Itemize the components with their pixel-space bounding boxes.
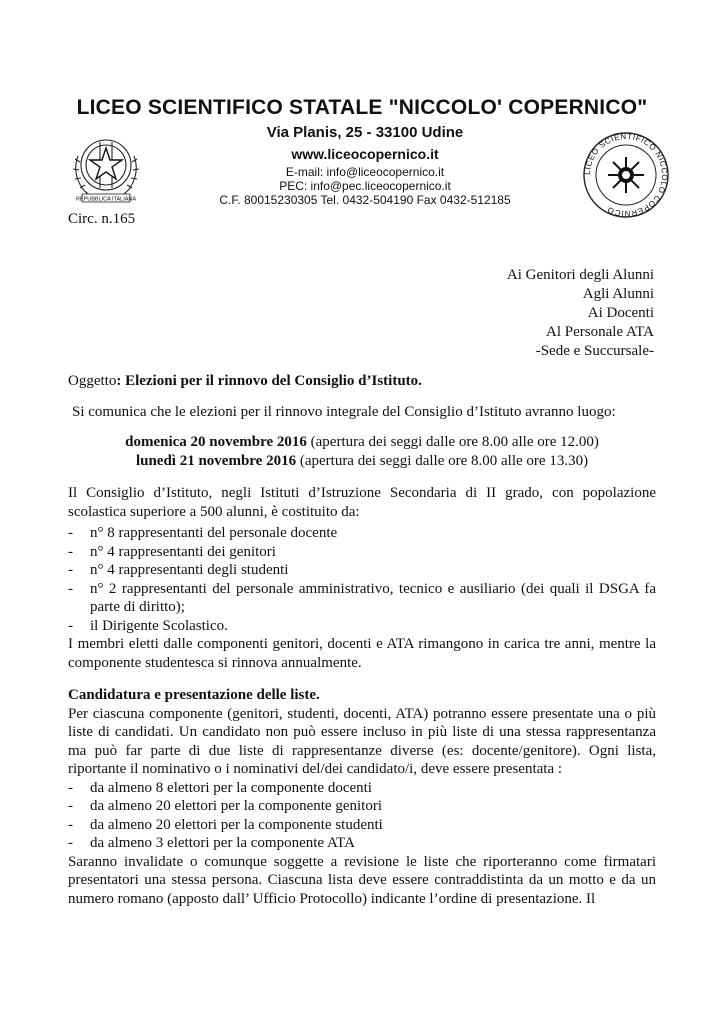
- list-item: - n° 4 rappresentanti dei genitori: [68, 543, 656, 562]
- candidature-text: Per ciascuna componente (genitori, studenti, docenti, ATA) potranno essere presentate una o più liste di candidati. Un candidato non può essere incluso in più liste di una stessa rappresentanza ma può far parte di due liste di rappresentanze diverse (es: docente/genitore). Ogni lista, riportante il nominativo o i nominativi del/dei candidato/i, deve essere presentata :: [68, 705, 656, 777]
- election-date: domenica 20 novembre 2016 (apertura dei seggi dalle ore 8.00 alle ore 12.00): [125, 434, 599, 450]
- list-item: - n° 8 rappresentanti del personale docente: [68, 524, 656, 543]
- list-item: - n° 2 rappresentanti del personale amministrativo, tecnico e ausiliario (dei quali il DSGA fa parte di diritto);: [68, 580, 656, 617]
- school-fiscal-info: C.F. 80015230305 Tel. 0432-504190 Fax 0432-512185: [219, 193, 511, 207]
- school-pec: PEC: info@pec.liceocopernico.it: [279, 179, 451, 193]
- circular-number: Circ. n.165: [68, 211, 136, 227]
- recipient-line: Ai Docenti: [587, 305, 654, 321]
- subject-line: [68, 372, 656, 391]
- composition-list: [68, 524, 656, 635]
- list-item: - da almeno 8 elettori per la componente docenti: [68, 779, 656, 798]
- recipient-line: -Sede e Succursale-: [535, 343, 654, 359]
- svg-text:REPUBBLICA ITALIANA: REPUBBLICA ITALIANA: [75, 196, 137, 203]
- school-email: E-mail: info@liceocopernico.it: [285, 165, 445, 179]
- intro-text: Si comunica che le elezioni per il rinnovo integrale del Consiglio d’Istituto avranno luogo:: [72, 403, 616, 420]
- list-item: - da almeno 20 elettori per la componente studenti: [68, 816, 656, 835]
- recipient-line: Al Personale ATA: [546, 324, 654, 340]
- list-item: - n° 4 rappresentanti degli studenti: [68, 561, 656, 580]
- school-website: www.liceocopernico.it: [291, 146, 439, 162]
- composition-intro: Il Consiglio d’Istituto, negli Istituti d’Istruzione Secondaria di II grado, con popolazione scolastica superiore a 500 alunni, è costituito da:: [68, 485, 656, 520]
- candidature-title: Candidatura e presentazione delle liste.: [68, 687, 320, 703]
- recipient-line: Agli Alunni: [582, 286, 654, 302]
- list-item: - da almeno 3 elettori per la componente ATA: [68, 834, 656, 853]
- election-date: lunedì 21 novembre 2016 (apertura dei seggi dalle ore 8.00 alle ore 13.30): [135, 452, 589, 469]
- invalidation-text: Saranno invalidate o comunque soggette a revisione le liste che riporteranno come firmatari presentatori una stessa persona. Ciascuna lista deve essere contraddistinta da un motto e da un numero romano (apposto dall’ Ufficio Protocollo) indicante l’ordine di presentazione. Il: [68, 853, 656, 907]
- school-name: LICEO SCIENTIFICO STATALE "NICCOLO' COPERNICO": [76, 96, 648, 119]
- list-item: - da almeno 20 elettori per la componente genitori: [68, 797, 656, 816]
- school-address: Via Planis, 25 - 33100 Udine: [266, 124, 464, 141]
- election-dates: [68, 433, 656, 470]
- svg-text:LICEO SCIENTIFICO NICCOLO COPE: LICEO SCIENTIFICO NICCOLO COPERNICO: [582, 131, 670, 219]
- letter-body: [68, 372, 656, 908]
- recipients-block: [507, 266, 654, 361]
- school-seal-icon: [580, 130, 672, 220]
- subject-text: : Elezioni per il rinnovo del Consiglio d’Istituto.: [116, 373, 422, 389]
- requirements-list: [68, 779, 656, 853]
- recipient-line: Ai Genitori degli Alunni: [506, 267, 654, 283]
- subject-label: Oggetto: [68, 373, 117, 389]
- term-text: I membri eletti dalle componenti genitori, docenti e ATA rimangono in carica tre anni, mentre la componente studentesca si rinnova annualmente.: [68, 636, 656, 671]
- republic-emblem-icon: [64, 128, 148, 210]
- list-item: - il Dirigente Scolastico.: [68, 617, 656, 636]
